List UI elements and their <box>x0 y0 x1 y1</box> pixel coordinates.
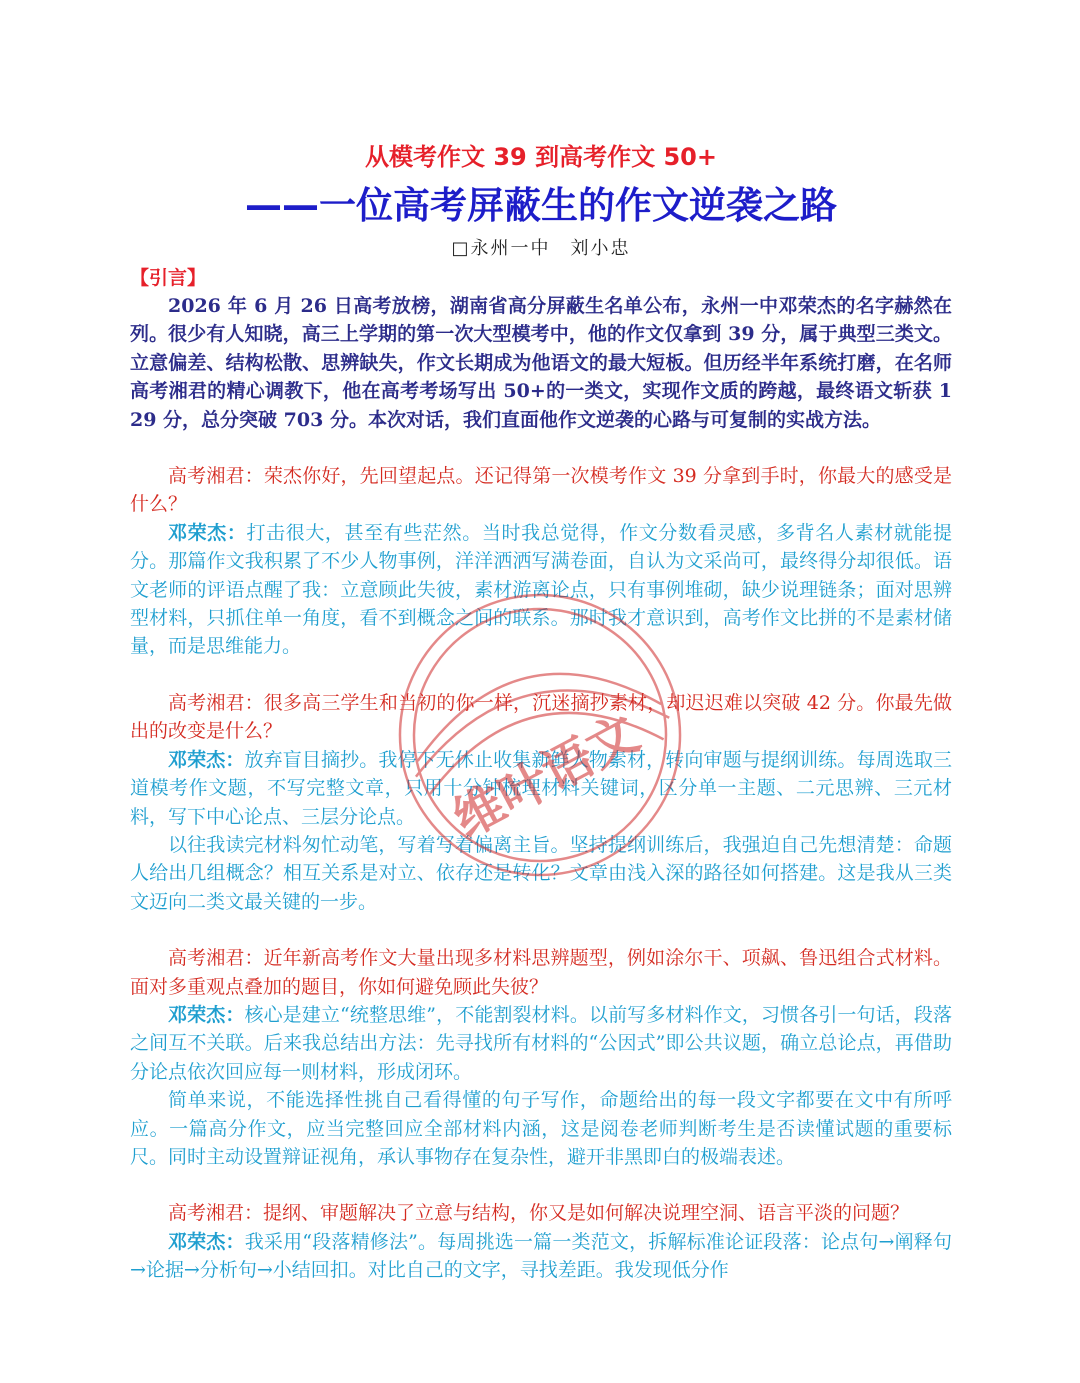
interviewee-name: 邓荣杰： <box>168 748 245 771</box>
dialogue-section <box>130 434 952 1285</box>
interviewee-name: 邓荣杰： <box>168 1230 245 1253</box>
question-paragraph <box>130 462 952 519</box>
paragraph-gap <box>130 916 952 944</box>
paragraph-gap <box>130 661 952 689</box>
interviewer-name: 高考湘君： <box>168 691 264 714</box>
interviewer-name: 高考湘君： <box>168 947 264 970</box>
article-title: 从模考作文 39 到高考作文 50+ <box>365 143 717 171</box>
question-text: 提纲、审题解决了立意与结构，你又是如何解决说理空洞、语言平淡的问题？ <box>263 1202 910 1225</box>
question-text: 荣杰你好，先回望起点。还记得第一次模考作文 39 分拿到手时，你最大的感受是什么？ <box>130 465 952 516</box>
answer-paragraph <box>130 1001 952 1086</box>
question-paragraph <box>130 944 952 1001</box>
interviewee-name: 邓荣杰： <box>168 1003 245 1026</box>
article-subtitle: ——一位高考屏蔽生的作文逆袭之路 <box>245 184 837 227</box>
answer-continuation: 简单来说，不能选择性挑自己看得懂的句子写作，命题给出的每一段文字都要在文中有所呼应。一篇高分作文，应当完整回应全部材料内涵，这是阅卷老师判断考生是否读懂试题的重要标尺。同时主动设置辩证视角，承认事物存在复杂性，避开非黑即白的极端表述。 <box>130 1089 952 1168</box>
answer-text: 我采用“段落精修法”。每周挑选一篇一类范文，拆解标准论证段落：论点句→阐释句→论据→分析句→小结回扣。对比自己的文字，寻找差距。我发现低分作 <box>130 1230 952 1282</box>
stamp-text: 维叶语文 <box>444 703 649 850</box>
answer-text: 打击很大，甚至有些茫然。当时我总觉得，作文分数看灵感，多背名人素材就能提分。那篇作文我积累了不少人物事例，洋洋洒洒写满卷面，自认为文采尚可，最终得分却很低。语文老师的评语点醒了我：立意顾此失彼，素材游离论点，只有事例堆砌，缺少说理链条；面对思辨型材料，只抓住单一角度，看不到概念之间的联系。那时我才意识到，高考作文比拼的不是素材储量，而是思维能力。 <box>130 521 952 658</box>
question-text: 很多高三学生和当初的你一样，沉迷摘抄素材，却迟迟难以突破 42 分。你最先做出的改变是什么？ <box>130 691 952 743</box>
author-byline: □永州一中 刘小忠 <box>451 238 631 259</box>
intro-label: 【引言】 <box>130 267 207 289</box>
answer-paragraph <box>130 746 952 831</box>
paragraph-gap <box>130 1171 952 1199</box>
paragraph-gap <box>130 434 952 462</box>
answer-paragraph <box>130 1228 952 1285</box>
interviewer-name: 高考湘君： <box>168 1202 264 1225</box>
question-paragraph <box>130 689 952 746</box>
question-paragraph <box>130 1199 952 1227</box>
answer-text: 核心是建立“统整思维”，不能割裂材料。以前写多材料作文，习惯各引一句话，段落之间互不关联。后来我总结出方法：先寻找所有材料的“公因式”即公共议题，确立总论点，再借助分论点依次回应每一则材料，形成闭环。 <box>130 1003 952 1083</box>
answer-paragraph <box>130 519 952 661</box>
answer-continuation: 以往我读完材料匆忙动笔，写着写着偏离主旨。坚持提纲训练后，我强迫自己先想清楚：命题人给出几组概念？相互关系是对立、依存还是转化？文章由浅入深的路径如何搭建。这是我从三类文迈向二类文最关键的一步。 <box>130 833 952 913</box>
document-page <box>130 140 952 1285</box>
intro-paragraph: 2026 年 6 月 26 日高考放榜，湖南省高分屏蔽生名单公布，永州一中邓荣杰的名字赫然在列。很少有人知晓，高三上学期的第一次大型模考中，他的作文仅拿到 39 分，属于典型三类文。立意偏差、结构松散、思辨缺失，作文长期成为他语文的最大短板。但历经半年系统打磨，在名师高考湘君的精心调教下，他在高考考场写出 50+的一类文，实现作文质的跨越，最终语文斩获 129 分，总分突破 703 分。本次对话，我们直面他作文逆袭的心路与可复制的实战方法。 <box>130 295 952 431</box>
interviewee-name: 邓荣杰： <box>168 521 247 544</box>
answer-text: 放弃盲目摘抄。我停下无休止收集新鲜人物素材，转向审题与提纲训练。每周选取三道模考作文题，不写完整文章，只用十分钟梳理材料关键词，区分单一主题、二元思辨、三元材料，写下中心论点、三层分论点。 <box>130 748 952 828</box>
question-text: 近年新高考作文大量出现多材料思辨题型，例如涂尔干、项飙、鲁迅组合式材料。面对多重观点叠加的题目，你如何避免顾此失彼？ <box>130 947 952 998</box>
interviewer-name: 高考湘君： <box>168 465 264 488</box>
